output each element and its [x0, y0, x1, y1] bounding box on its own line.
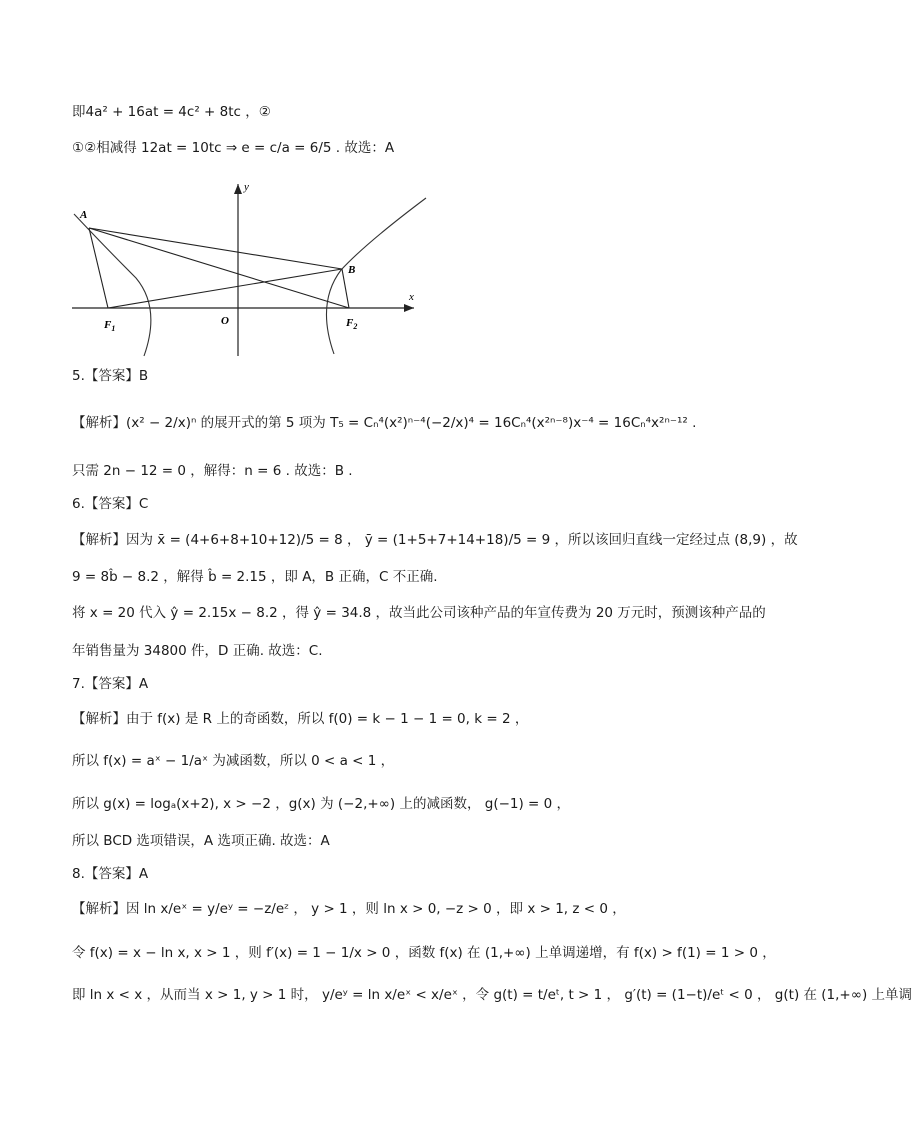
x-axis-arrow-icon: [404, 304, 414, 312]
answer-7-heading: 7.【答案】A: [72, 676, 149, 692]
analysis-7-line-3: 所以 g(x) = logₐ(x+2), x > −2 ，g(x) 为 (−2,+∞) 上的减函数， g(−1) = 0 ，: [72, 796, 571, 812]
segment-AB: [89, 228, 342, 269]
label-x: x: [409, 291, 414, 303]
label-A: A: [80, 209, 88, 221]
answer-6-heading: 6.【答案】C: [72, 496, 149, 512]
analysis-7-line-4: 所以 BCD 选项错误，A 选项正确. 故选：A: [72, 833, 330, 849]
equation-line-2: 即4a² + 16at = 4c² + 8tc ，②: [72, 104, 271, 120]
analysis-8-line-2: 令 f(x) = x − ln x, x > 1 ，则 f′(x) = 1 − 1/x > 0 ，函数 f(x) 在 (1,+∞) 上单调递增，有 f(x) > f(1) = 1 > 0 ，: [72, 945, 776, 961]
subtraction-line: ①②相减得 12at = 10tc ⇒ e = c/a = 6/5 . 故选：A: [72, 140, 395, 156]
analysis-7-line-2: 所以 f(x) = aˣ − 1/aˣ 为减函数，所以 0 < a < 1 ，: [72, 753, 395, 769]
segment-AF2: [89, 228, 349, 308]
analysis-6-line-2: 9 = 8b̂ − 8.2 ，解得 b̂ = 2.15 ，即 A，B 正确，C 不正确.: [72, 569, 438, 585]
analysis-6-line-4: 年销售量为 34800 件，D 正确. 故选：C.: [72, 643, 323, 659]
hyperbola-figure: [66, 178, 422, 360]
analysis-5-line-2: 只需 2n − 12 = 0 ，解得：n = 6 . 故选：B .: [72, 463, 353, 479]
hyperbola-right-branch: [326, 198, 426, 354]
analysis-8-line-1: 【解析】因 ln x/eˣ = y/eʸ = −z/eᶻ ， y > 1 ，则 ln x > 0, −z > 0 ，即 x > 1, z < 0 ，: [72, 901, 626, 917]
analysis-6-line-1: 【解析】因为 x̄ = (4+6+8+10+12)/5 = 8 ， ȳ = (1+5+7+14+18)/5 = 9 ，所以该回归直线一定经过点 (8,9) ，故: [72, 532, 798, 548]
analysis-8-line-3: 即 ln x < x ，从而当 x > 1, y > 1 时， y/eʸ = ln x/eˣ < x/eˣ ，令 g(t) = t/eᵗ, t > 1 ， g′(t) = (1−t)/eᵗ < 0 ， g(t) 在 (1,+∞) 上单调: [72, 987, 912, 1003]
analysis-6-line-3: 将 x = 20 代入 ŷ = 2.15x − 8.2 ，得 ŷ = 34.8 ，故当此公司该种产品的年宣传费为 20 万元时，预测该种产品的: [72, 605, 766, 621]
label-y: y: [244, 181, 249, 193]
analysis-5-line-1: 【解析】(x² − 2/x)ⁿ 的展开式的第 5 项为 T₅ = Cₙ⁴(x²)ⁿ⁻⁴(−2/x)⁴ = 16Cₙ⁴(x²ⁿ⁻⁸)x⁻⁴ = 16Cₙ⁴x²ⁿ⁻¹² .: [72, 415, 697, 431]
answer-8-heading: 8.【答案】A: [72, 866, 149, 882]
label-B: B: [348, 264, 356, 276]
y-axis-arrow-icon: [234, 184, 242, 194]
label-F2: $F_2$: [346, 317, 358, 331]
label-O: O: [221, 315, 229, 327]
analysis-7-line-1: 【解析】由于 f(x) 是 R 上的奇函数，所以 f(0) = k − 1 − 1 = 0, k = 2 ，: [72, 711, 529, 727]
answer-5-heading: 5.【答案】B: [72, 368, 149, 384]
label-F1: $F_1$: [104, 319, 116, 333]
